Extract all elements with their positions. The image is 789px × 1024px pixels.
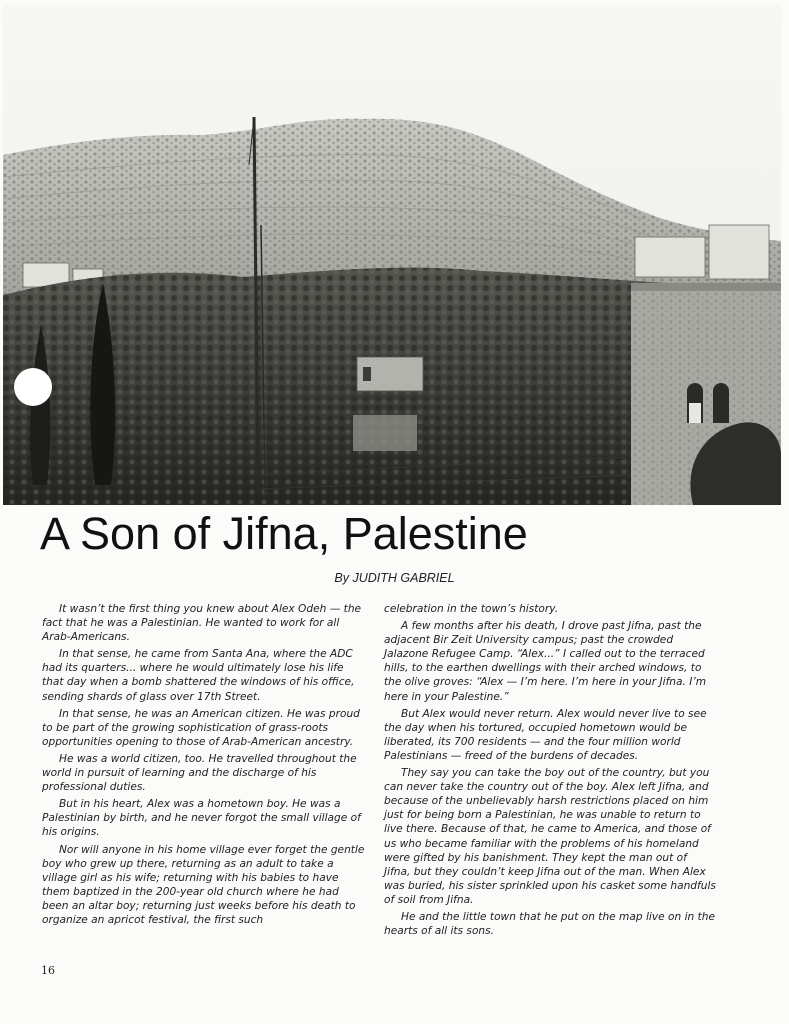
article-paragraph-continuation: celebration in the town’s history. <box>384 603 559 615</box>
landscape-photo-icon <box>3 5 781 505</box>
article-paragraph: He and the little town that he put on the map live on in the hearts of all its sons. <box>384 910 715 938</box>
article-paragraph: A few months after his death, I drove past Jifna, past the adjacent Bir Zeit University campus; past the crowded Jalazone Refugee Camp. “Alex...” I called out to the terraced hills, to the earthen dwellings with their arched windows, to the olive groves: “Alex — I’m here. I’m here in your Jifna. I’m here in your Palestine.” <box>384 620 707 703</box>
article-paragraph: It wasn’t the first thing you knew about Alex Odeh — the fact that he was a Palestinian. He wanted to work for all Arab-Americans. <box>42 603 362 644</box>
article-paragraph: He was a world citizen, too. He travelled throughout the world in pursuit of learning and the discharge of his professional duties. <box>42 752 357 794</box>
article-paragraph: They say you can take the boy out of the country, but you can never take the country out of the boy. Alex left Jifna, and because of the unbelievably harsh restrictions placed on him just for being born a Palestinian, he was unable to return to live there. Because of that, he came to America, and those of us who became familiar with the problems of his homeland were gifted by his banishment. They kept the man out of Jifna, but they couldn’t keep Jifna out of the man. When Alex was buried, his sister sprinkled upon his casket some handfuls of soil from Jifna. <box>384 767 716 906</box>
article-paragraph: But in his heart, Alex was a hometown boy. He was a Palestinian by birth, and he never forgot the small village of his origins. <box>42 798 361 839</box>
page-number: 16 <box>41 964 55 977</box>
article-left-column <box>42 602 368 930</box>
article-title: A Son of Jifna, Palestine <box>40 508 528 559</box>
article-paragraph: In that sense, he was an American citizen. He was proud to be part of the growing sophistication of grass-roots opportunities opening to those of Arab-American ancestry. <box>42 707 360 748</box>
article-right-column <box>384 602 716 941</box>
article-byline: By JUDITH GABRIEL <box>334 571 455 585</box>
header-photo <box>3 5 781 505</box>
punch-hole <box>14 368 52 406</box>
article-paragraph: Nor will anyone in his home village ever forget the gentle boy who grew up there, returning as an adult to take a village girl as his wife; returning with his babies to have them baptized in the 200-year old church where he had been an altar boy; returning just weeks before his death to organize an apricot festival, the first such <box>42 843 365 926</box>
article-paragraph: But Alex would never return. Alex would never live to see the day when his tortured, occupied hometown would be liberated, its 700 residents — and the four million world Palestinians — freed of the burdens of decades. <box>384 707 707 762</box>
article-paragraph: In that sense, he came from Santa Ana, where the ADC had its quarters... where he would ultimately lose his life that day when a bomb shattered the windows of his office, sending shards of glass over 17th Street. <box>42 648 355 703</box>
